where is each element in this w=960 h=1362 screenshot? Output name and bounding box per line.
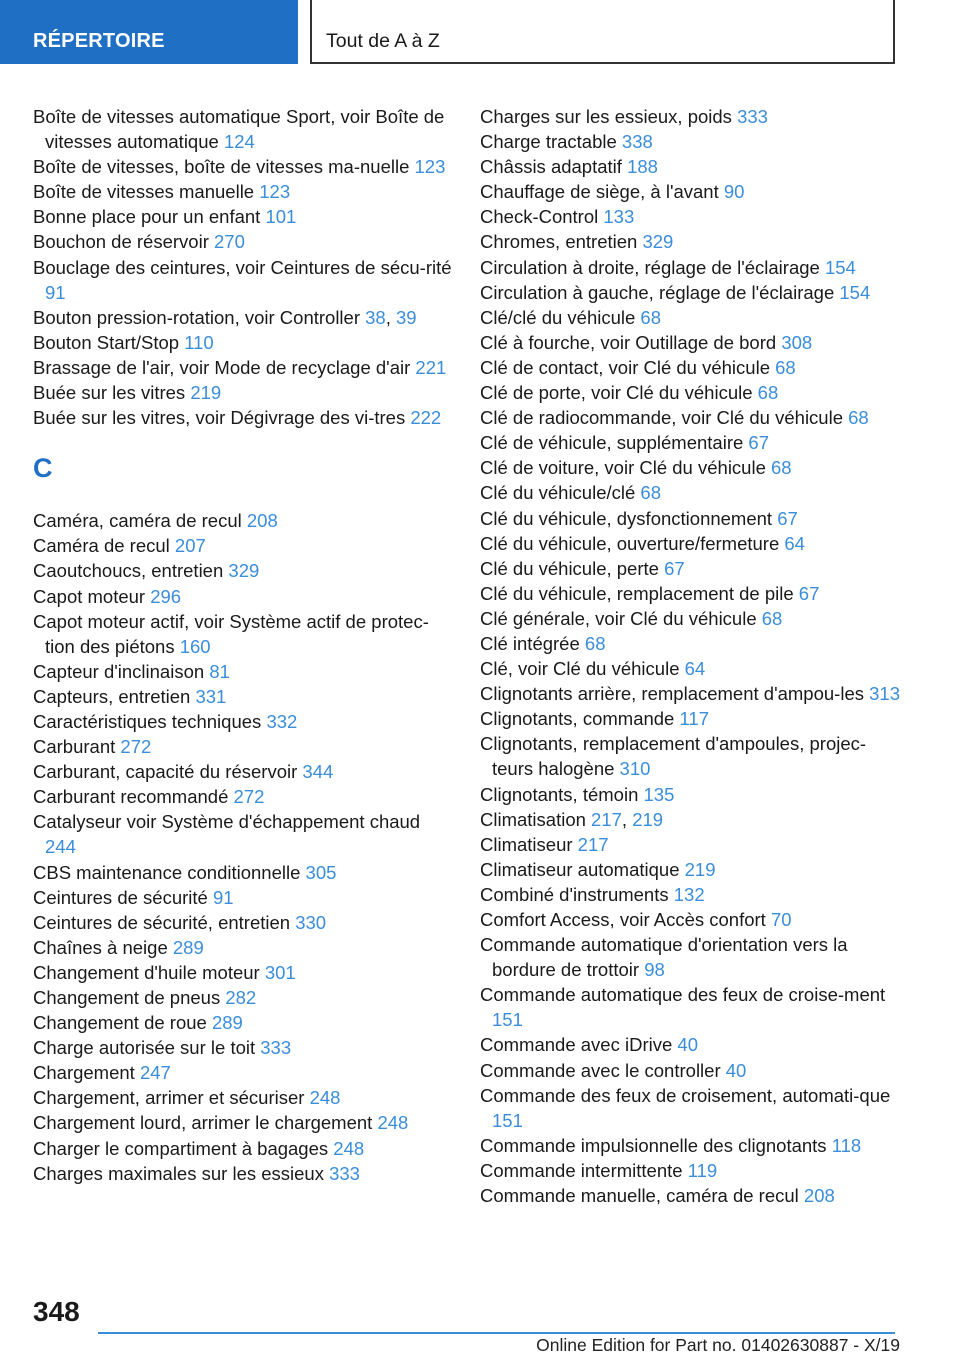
index-entry-text: Catalyseur voir Système d'échappement chaud [33, 811, 421, 833]
index-entry [33, 1010, 453, 1035]
index-entry-text: Carburant, capacité du réservoir [33, 761, 298, 783]
index-group-c-continued [480, 104, 900, 1208]
index-entry [33, 405, 453, 430]
page-reference-link[interactable]: 217 [577, 833, 609, 855]
index-entry-text: Charge autorisée sur le toit [33, 1037, 256, 1059]
index-entry [480, 380, 900, 405]
index-entry [33, 1161, 453, 1186]
index-column-right [480, 104, 900, 1208]
index-entry-text: Commande des feux de croisement, automati-que [480, 1084, 891, 1106]
index-entry-text: Clignotants, remplacement d'ampoules, projec-teurs halogène [480, 733, 867, 780]
page-reference-link[interactable]: 208 [803, 1185, 835, 1207]
page-reference-link[interactable]: 123 [259, 181, 291, 203]
index-entry-text: Clé, voir Clé du véhicule [480, 658, 680, 680]
index-entry-text: Comfort Access, voir Accès confort [480, 909, 766, 930]
index-entry: Bouton pression-rotation, voir Controller 38, 39 [33, 306, 417, 328]
section-tab-label: RÉPERTOIRE [33, 30, 165, 52]
index-entry [480, 1032, 900, 1057]
index-entry [480, 932, 900, 982]
index-entry [33, 709, 453, 734]
page-reference-link[interactable]: 68 [761, 607, 783, 629]
page-reference-link[interactable]: 67 [664, 557, 685, 579]
index-entry [480, 430, 900, 455]
index-entry-text: Clé du véhicule, remplacement de pile [480, 582, 794, 604]
page-header-title: Tout de A à Z [326, 30, 440, 52]
page-reference-link[interactable]: 117 [679, 708, 709, 730]
index-column-left [33, 104, 453, 1186]
index-entry-text: Clé de contact, voir Clé du véhicule [480, 356, 770, 378]
index-entry-text: Charges sur les essieux, poids [480, 106, 732, 127]
index-entry [33, 584, 453, 609]
index-entry [33, 659, 453, 684]
index-entry-text: Ceintures de sécurité [33, 886, 208, 908]
index-entry-text: Bouton pression-rotation, voir Controller [33, 306, 360, 328]
page-reference-link[interactable]: 310 [619, 758, 651, 780]
page-reference-link[interactable]: 91 [45, 281, 66, 303]
page-reference-link[interactable]: 151 [492, 1109, 523, 1131]
index-entry-text: Circulation à gauche, réglage de l'éclairage [480, 281, 835, 303]
page-reference-link[interactable]: 160 [179, 635, 211, 657]
index-entry-text: Clignotants, commande [480, 708, 675, 730]
page-reference-link[interactable]: 338 [621, 131, 653, 153]
page-reference-link[interactable]: 289 [211, 1012, 243, 1034]
index-entry-text: Clignotants, témoin [480, 783, 639, 805]
page-reference-link[interactable]: 64 [684, 658, 706, 680]
index-entry [480, 706, 900, 731]
index-entry-text: Clé/clé du véhicule [480, 306, 636, 328]
index-entry-text: Commande automatique d'orientation vers la bordure de trottoir [480, 934, 848, 981]
page-number: 348 [33, 1296, 80, 1327]
index-entry-text: Clé intégrée [480, 632, 580, 654]
index-entry-text: Boîte de vitesses, boîte de vitesses ma-nuelle [33, 156, 410, 178]
index-entry [33, 204, 453, 229]
index-entry [480, 255, 900, 280]
page-reference-link[interactable]: 270 [214, 231, 245, 253]
index-entry [480, 581, 900, 606]
index-entry [33, 558, 453, 583]
index-entry-text: Commande impulsionnelle des clignotants [480, 1134, 827, 1156]
page-reference-link[interactable]: 68 [640, 306, 661, 328]
page-reference-link[interactable]: 154 [839, 281, 871, 303]
page-reference-link[interactable]: 91 [212, 886, 234, 908]
index-entry-text: Climatiseur automatique [480, 858, 680, 880]
index-entry-text: Bouton Start/Stop [33, 331, 180, 353]
index-entry-text: Caractéristiques techniques [33, 710, 262, 732]
index-entry [480, 857, 900, 882]
index-entry-text: Circulation à droite, réglage de l'éclairage [480, 256, 820, 278]
index-group-b [33, 104, 453, 430]
page-reference-link[interactable]: 222 [410, 407, 442, 429]
page-reference-link[interactable]: 219 [632, 808, 664, 830]
page-reference-link[interactable]: 110 [184, 331, 214, 353]
index-entry [480, 305, 900, 330]
index-entry [33, 355, 453, 380]
index-entry-text: Clé à fourche, voir Outillage de bord [480, 331, 777, 353]
index-entry-text: Caméra, caméra de recul [33, 510, 242, 532]
page-reference-link[interactable]: 244 [45, 836, 76, 858]
index-entry-text: Commande avec iDrive [480, 1034, 673, 1056]
index-entry-text: Changement de pneus [33, 987, 221, 1008]
page-reference-link[interactable]: 217 [591, 808, 622, 830]
index-entry [33, 935, 453, 960]
page-reference-link[interactable]: 272 [120, 736, 152, 758]
index-entry [33, 1110, 453, 1135]
page-reference-link[interactable]: 208 [246, 510, 278, 532]
page-header [310, 0, 895, 64]
page-reference-link[interactable]: 313 [869, 683, 900, 705]
index-entry-text: Charge tractable [480, 131, 617, 153]
index-entry [480, 1133, 900, 1158]
page-reference-link[interactable]: 301 [264, 961, 296, 983]
index-entry [480, 506, 900, 531]
page-reference-link[interactable]: 68 [848, 407, 869, 429]
page-reference-link[interactable]: 332 [266, 710, 298, 732]
page-reference-link[interactable]: 330 [295, 911, 327, 933]
index-entry [480, 982, 900, 1032]
page-reference-link[interactable]: 118 [831, 1134, 862, 1156]
index-entry-text: Capot moteur [33, 585, 146, 607]
index-entry [33, 255, 453, 305]
page-reference-link[interactable]: 272 [233, 786, 265, 808]
index-entry [33, 1060, 453, 1085]
page-reference-link[interactable]: 296 [150, 585, 182, 607]
index-entry-text: Chaînes à neige [33, 936, 168, 958]
index-entry-text: Clé du véhicule, perte [480, 557, 659, 579]
index-entry: Climatisation 217, 219 [480, 808, 664, 830]
page-reference-link[interactable]: 247 [139, 1062, 171, 1084]
page-reference-link[interactable]: 64 [784, 532, 805, 554]
page-reference-link[interactable]: 68 [584, 632, 606, 654]
index-entry [480, 631, 900, 656]
index-entry-text: Clé du véhicule/clé [480, 482, 636, 504]
page-reference-link[interactable]: 331 [195, 685, 227, 707]
index-entry [480, 782, 900, 807]
index-entry [480, 1158, 900, 1183]
index-entry [33, 910, 453, 935]
index-entry [33, 809, 453, 859]
index-entry-text: Carburant [33, 736, 116, 758]
index-entry-text: Combiné d'instruments [480, 883, 669, 905]
page-reference-link[interactable]: 151 [492, 1009, 523, 1031]
index-entry-text: Boîte de vitesses automatique Sport, voir Boîte de vitesses automatique [33, 106, 445, 153]
index-entry [33, 508, 453, 533]
index-entry [33, 860, 453, 885]
index-entry-text: Boîte de vitesses manuelle [33, 181, 255, 203]
index-entry [33, 179, 453, 204]
index-entry-text: Commande avec le controller [480, 1059, 721, 1081]
index-entry-text: Capot moteur actif, voir Système actif de protec-tion des piétons [33, 610, 429, 657]
index-entry [33, 784, 453, 809]
index-entry [480, 154, 900, 179]
index-entry [33, 1085, 453, 1110]
index-entry [480, 355, 900, 380]
index-entry-text: Chargement, arrimer et sécuriser [33, 1087, 305, 1109]
page-reference-link[interactable]: 333 [260, 1037, 292, 1059]
index-entry [33, 759, 453, 784]
page-reference-link[interactable]: 67 [777, 507, 798, 529]
page-reference-link[interactable]: 305 [305, 861, 337, 883]
index-entry-text: Clignotants arrière, remplacement d'ampou-les [480, 683, 864, 705]
index-entry [480, 1083, 900, 1133]
page-reference-link[interactable]: 124 [223, 131, 255, 153]
page-reference-link[interactable]: 248 [377, 1112, 409, 1134]
index-entry [480, 179, 900, 204]
index-entry [33, 533, 453, 558]
index-entry [480, 656, 900, 681]
page-reference-link[interactable]: 308 [781, 331, 813, 353]
index-entry [480, 1183, 900, 1208]
page-reference-link[interactable]: 68 [640, 482, 661, 504]
index-entry-text: Bonne place pour un enfant [33, 206, 261, 228]
index-entry-text: Capteurs, entretien [33, 685, 191, 707]
index-entry [480, 280, 900, 305]
page-reference-link[interactable]: 101 [265, 206, 297, 228]
page-reference-link[interactable]: 333 [329, 1162, 360, 1184]
index-entry [480, 129, 900, 154]
index-entry [33, 1035, 453, 1060]
index-entry [33, 960, 453, 985]
page-reference-link[interactable]: 68 [757, 382, 779, 404]
index-entry-text: Clé de radiocommande, voir Clé du véhicule [480, 407, 843, 429]
index-entry [480, 731, 900, 781]
index-entry-text: Capteur d'inclinaison [33, 660, 205, 682]
page-reference-link[interactable]: 133 [603, 206, 635, 228]
page-reference-link[interactable]: 81 [209, 660, 230, 682]
index-entry-text: Caoutchoucs, entretien [33, 560, 224, 582]
index-entry-text: Caméra de recul [33, 535, 170, 557]
page-reference-link[interactable]: 248 [333, 1137, 365, 1159]
index-entry [480, 882, 900, 907]
index-entry [33, 1136, 453, 1161]
index-entry [480, 556, 900, 581]
page-reference-link[interactable]: 38 [365, 306, 386, 328]
index-entry-text: Clé générale, voir Clé du véhicule [480, 607, 757, 629]
index-entry-text: Clé de véhicule, supplémentaire [480, 432, 744, 454]
index-entry-text: Chromes, entretien [480, 231, 638, 253]
index-entry-text: Ceintures de sécurité, entretien [33, 911, 291, 933]
index-entry [33, 985, 453, 1010]
page-reference-link[interactable]: 67 [748, 432, 769, 454]
page-reference-link[interactable]: 132 [673, 883, 705, 905]
page-reference-link[interactable]: 248 [309, 1087, 341, 1109]
index-entry [480, 104, 900, 129]
index-entry [480, 229, 900, 254]
index-entry [480, 330, 900, 355]
index-entry-text: Clé du véhicule, ouverture/fermeture [480, 532, 780, 554]
index-entry [33, 684, 453, 709]
page-reference-link[interactable]: 188 [627, 156, 658, 178]
page-reference-link[interactable]: 333 [737, 106, 768, 127]
section-tab[interactable] [0, 0, 298, 64]
page-reference-link[interactable]: 70 [770, 909, 792, 930]
index-entry [33, 380, 453, 405]
page-reference-link[interactable]: 154 [824, 256, 856, 278]
index-entry [480, 531, 900, 556]
index-entry-text: Clé du véhicule, dysfonctionnement [480, 507, 773, 529]
page-reference-link[interactable]: 68 [771, 457, 792, 479]
index-entry-text: Climatiseur [480, 833, 573, 855]
index-entry-text: Chargement [33, 1062, 135, 1084]
index-entry-text: Check-Control [480, 206, 599, 228]
page-reference-link[interactable]: 40 [725, 1059, 747, 1081]
page-reference-link[interactable]: 207 [174, 535, 206, 557]
index-entry [33, 609, 453, 659]
page-reference-link[interactable]: 68 [775, 356, 796, 378]
index-entry-text: Buée sur les vitres [33, 382, 186, 404]
index-entry-text: Changement de roue [33, 1012, 207, 1034]
index-entry [33, 154, 453, 179]
index-entry-text: Clé de porte, voir Clé du véhicule [480, 382, 753, 404]
page-reference-link[interactable]: 282 [225, 987, 257, 1008]
index-entry-text: Climatisation [480, 808, 586, 830]
index-entry [480, 480, 900, 505]
page-reference-link[interactable]: 90 [723, 181, 745, 203]
page-reference-link[interactable]: 98 [644, 959, 665, 981]
page-reference-link[interactable]: 221 [415, 356, 447, 378]
page-reference-link[interactable]: 67 [798, 582, 820, 604]
index-entry-text: Commande manuelle, caméra de recul [480, 1185, 799, 1207]
index-entry-text: Chauffage de siège, à l'avant [480, 181, 719, 203]
index-entry [480, 204, 900, 229]
page-reference-link[interactable]: 39 [396, 306, 417, 328]
index-entry-text: Bouchon de réservoir [33, 231, 209, 253]
index-entry [33, 885, 453, 910]
index-entry-text: Brassage de l'air, voir Mode de recyclage d'air [33, 356, 411, 378]
page-reference-link[interactable]: 344 [302, 761, 334, 783]
page-reference-link[interactable]: 119 [687, 1159, 718, 1181]
index-entry-text: Commande intermittente [480, 1159, 683, 1181]
index-entry-text: Châssis adaptatif [480, 156, 622, 178]
page-reference-link[interactable]: 219 [684, 858, 716, 880]
index-entry [480, 405, 900, 430]
index-entry-text: Charger le compartiment à bagages [33, 1137, 329, 1159]
page-reference-link[interactable]: 329 [228, 560, 260, 582]
index-entry-text: Buée sur les vitres, voir Dégivrage des vi-tres [33, 407, 406, 429]
index-entry [33, 330, 453, 355]
index-entry [33, 229, 453, 254]
page-reference-link[interactable]: 329 [642, 231, 674, 253]
index-entry-text: Clé de voiture, voir Clé du véhicule [480, 457, 766, 479]
index-group-c [33, 508, 453, 1186]
page-reference-link[interactable]: 289 [172, 936, 204, 958]
index-entry [33, 734, 453, 759]
index-entry [480, 681, 900, 706]
page-reference-link[interactable]: 219 [190, 382, 222, 404]
footer-edition-text: Online Edition for Part no. 01402630887 - X/19 [536, 1335, 900, 1355]
page-reference-link[interactable]: 40 [677, 1034, 698, 1056]
index-entry-text: Carburant recommandé [33, 786, 229, 808]
page-reference-link[interactable]: 135 [643, 783, 675, 805]
page-reference-link[interactable]: 123 [414, 156, 446, 178]
index-entry-text: CBS maintenance conditionnelle [33, 861, 301, 883]
section-letter-c: C [33, 453, 53, 484]
index-entry [480, 606, 900, 631]
index-entry-text: Commande automatique des feux de croise-ment [480, 984, 886, 1006]
index-entry-text: Bouclage des ceintures, voir Ceintures de sécu-rité [33, 256, 452, 278]
index-entry [480, 1058, 900, 1083]
index-entry [480, 907, 900, 932]
index-entry [33, 104, 453, 154]
footer-divider [98, 1332, 895, 1334]
index-entry-text: Charges maximales sur les essieux [33, 1162, 324, 1184]
index-entry [480, 455, 900, 480]
index-entry [480, 832, 900, 857]
index-entry-text: Chargement lourd, arrimer le chargement [33, 1112, 373, 1134]
index-entry-text: Changement d'huile moteur [33, 961, 260, 983]
